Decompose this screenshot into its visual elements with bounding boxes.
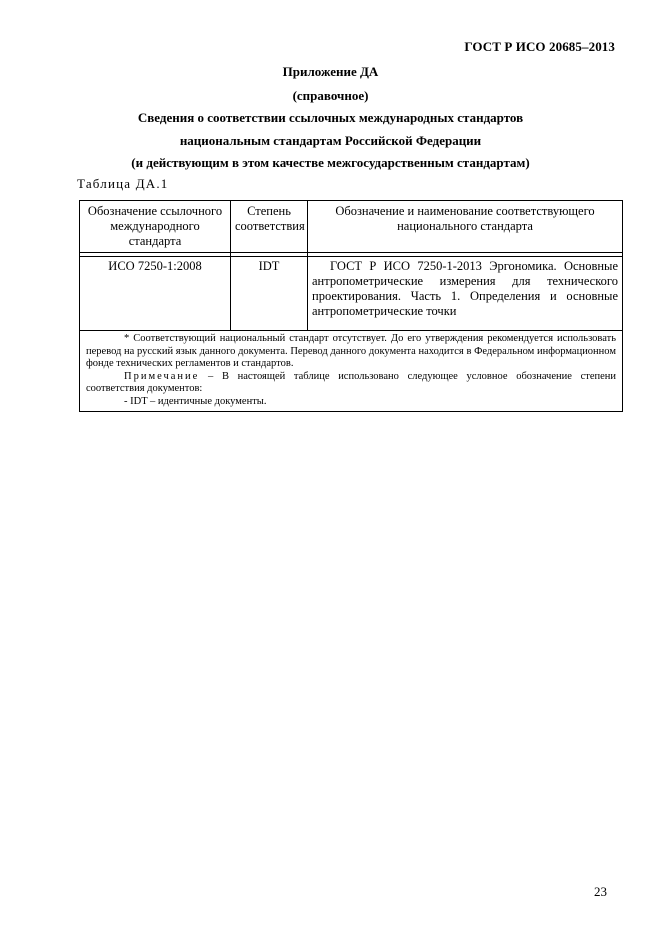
standard-code: ГОСТ Р ИСО 20685–2013	[464, 39, 615, 54]
cell-degree: IDT	[231, 257, 308, 331]
page-number: 23	[594, 884, 607, 899]
annex-status: (справочное)	[292, 88, 369, 103]
table-header-row	[80, 201, 623, 253]
note-item: - IDT – идентичные документы.	[124, 395, 267, 407]
note-text: – В настоящей таблице использовано следующее условное обозначение степени соответствия документов:	[86, 370, 616, 394]
footnote: * Соответствующий национальный стандарт отсутствует. До его утверждения рекомендуется использовать перевод на русский язык данного документа. Перевод данного документа находится в Федеральном информационном фонде технических регламентов и стандартов.	[86, 333, 616, 369]
note	[86, 371, 616, 396]
annex-title: Приложение ДА	[282, 64, 379, 79]
cell-reference: ИСО 7250-1:2008	[80, 257, 231, 331]
column-header-national: Обозначение и наименование соответствующего национального стандарта	[308, 201, 623, 253]
notes-row	[80, 331, 623, 412]
note-label: Примечание	[124, 370, 200, 382]
table-title: Таблица ДА.1	[77, 176, 169, 191]
cell-national: ГОСТ Р ИСО 7250-1-2013 Эргономика. Основные антропометрические измерения для технического проектирования. Часть 1. Определения и основные антропометрические точки	[308, 257, 623, 331]
table-row	[80, 257, 623, 331]
annex-heading-line1: Сведения о соответствии ссылочных международных стандартов	[137, 110, 524, 125]
annex-heading-line2: национальным стандартам Российской Федерации	[179, 133, 482, 148]
column-header-reference: Обозначение ссылочного международного стандарта	[80, 201, 231, 253]
correspondence-table	[79, 200, 623, 412]
column-header-degree: Степень соответствия	[231, 201, 308, 253]
annex-heading-line3: (и действующим в этом качестве межгосударственным стандартам)	[131, 155, 530, 170]
notes-cell	[80, 331, 623, 412]
